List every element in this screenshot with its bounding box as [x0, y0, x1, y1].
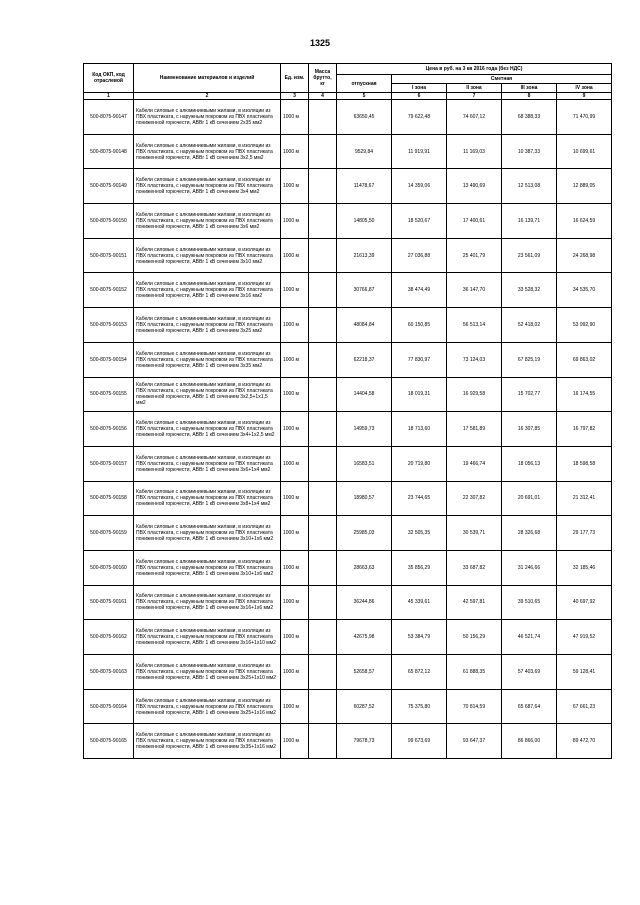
item-mass — [309, 204, 337, 239]
col-number: 8 — [502, 93, 557, 100]
item-name: Кабели силовые с алюминиевыми жилами, в изоляции из ПВХ пластиката, с наружным покровом из ПВХ пластиката пониженной горючести, АВВг 1 кВ сечением 3х35+1х16 мм2 — [134, 724, 281, 759]
price-zone-1: 77 830,97 — [392, 342, 447, 377]
item-name: Кабели силовые с алюминиевыми жилами, в изоляции из ПВХ пластиката, с наружным покровом из ПВХ пластиката пониженной горючести, АВВг 1 кВ сечением 3х25+1х10 мм2 — [134, 655, 281, 690]
price-zone-3: 16 307,85 — [502, 412, 557, 447]
item-code: 500-8075-90154 — [84, 342, 134, 377]
table-row — [84, 204, 612, 239]
header-zone: IV зона — [557, 84, 612, 93]
price-zone-2: 17 581,89 — [447, 412, 502, 447]
item-name: Кабели силовые с алюминиевыми жилами, в изоляции из ПВХ пластиката, с наружным покровом из ПВХ пластиката пониженной горючести, АВВг 1 кВ сечением 3х8+1х4 мм2 — [134, 481, 281, 516]
price-release: 21613,39 — [337, 238, 392, 273]
item-mass — [309, 273, 337, 308]
item-name: Кабели силовые с алюминиевыми жилами, в изоляции из ПВХ пластиката, с наружным покровом из ПВХ пластиката пониженной горючести, АВВг 1 кВ сечением 3х6 мм2 — [134, 204, 281, 239]
price-zone-1: 79 622,48 — [392, 100, 447, 135]
item-unit: 1000 м — [281, 550, 309, 585]
item-code: 500-8075-90159 — [84, 516, 134, 551]
item-mass — [309, 377, 337, 412]
price-zone-3: 10 387,33 — [502, 134, 557, 169]
item-mass — [309, 481, 337, 516]
price-zone-1: 14 359,06 — [392, 169, 447, 204]
item-name: Кабели силовые с алюминиевыми жилами, в изоляции из ПВХ пластиката, с наружным покровом из ПВХ пластиката пониженной горючести, АВВг 1 кВ сечением 3х25 мм2 — [134, 308, 281, 343]
item-code: 500-8075-90165 — [84, 724, 134, 759]
item-code: 500-8075-90151 — [84, 238, 134, 273]
price-zone-4: 16 174,55 — [557, 377, 612, 412]
item-mass — [309, 655, 337, 690]
price-release: 14404,58 — [337, 377, 392, 412]
item-name: Кабели силовые с алюминиевыми жилами, в изоляции из ПВХ пластиката, с наружным покровом из ПВХ пластиката пониженной горючести, АВВг 1 кВ сечением 3х16+1х10 мм2 — [134, 620, 281, 655]
price-release: 11478,67 — [337, 169, 392, 204]
item-name: Кабели силовые с алюминиевыми жилами, в изоляции из ПВХ пластиката, с наружным покровом из ПВХ пластиката пониженной горючести, АВВг 1 кВ сечением 3х25+1х16 мм2 — [134, 689, 281, 724]
price-zone-2: 36 147,70 — [447, 273, 502, 308]
table-row — [84, 516, 612, 551]
item-unit: 1000 м — [281, 655, 309, 690]
price-zone-2: 74 607,12 — [447, 100, 502, 135]
col-number: 7 — [447, 93, 502, 100]
item-unit: 1000 м — [281, 204, 309, 239]
price-zone-4: 21 312,41 — [557, 481, 612, 516]
price-zone-2: 30 539,71 — [447, 516, 502, 551]
price-release: 14959,73 — [337, 412, 392, 447]
item-unit: 1000 м — [281, 169, 309, 204]
item-code: 500-8075-90150 — [84, 204, 134, 239]
item-unit: 1000 м — [281, 412, 309, 447]
table-row — [84, 550, 612, 585]
price-zone-1: 99 673,69 — [392, 724, 447, 759]
item-unit: 1000 м — [281, 516, 309, 551]
price-zone-2: 22 307,82 — [447, 481, 502, 516]
price-zone-3: 52 418,02 — [502, 308, 557, 343]
price-zone-4: 53 992,90 — [557, 308, 612, 343]
price-zone-4: 10 699,61 — [557, 134, 612, 169]
price-zone-4: 47 919,52 — [557, 620, 612, 655]
price-zone-3: 33 528,32 — [502, 273, 557, 308]
price-zone-4: 18 598,58 — [557, 446, 612, 481]
price-zone-2: 61 888,35 — [447, 655, 502, 690]
item-unit: 1000 м — [281, 134, 309, 169]
item-name: Кабели силовые с алюминиевыми жилами, в изоляции из ПВХ пластиката, с наружным покровом из ПВХ пластиката пониженной горючести, АВВг 1 кВ сечением 3х2,5 мм2 — [134, 134, 281, 169]
item-name: Кабели силовые с алюминиевыми жилами, в изоляции из ПВХ пластиката, с наружным покровом из ПВХ пластиката пониженной горючести, АВВг 1 кВ сечением 3х16 мм2 — [134, 273, 281, 308]
table-row — [84, 377, 612, 412]
header-name: Наименование материалов и изделий — [134, 64, 281, 93]
price-zone-1: 53 384,79 — [392, 620, 447, 655]
price-zone-2: 25 401,79 — [447, 238, 502, 273]
price-release: 36244,86 — [337, 585, 392, 620]
item-name: Кабели силовые с алюминиевыми жилами, в изоляции из ПВХ пластиката, с наружным покровом из ПВХ пластиката пониженной горючести, АВВг 1 кВ сечением 3х6+1х4 мм2 — [134, 446, 281, 481]
price-release: 16583,51 — [337, 446, 392, 481]
item-unit: 1000 м — [281, 724, 309, 759]
table-row — [84, 655, 612, 690]
price-zone-2: 16 929,58 — [447, 377, 502, 412]
table-row — [84, 134, 612, 169]
item-name: Кабели силовые с алюминиевыми жилами, в изоляции из ПВХ пластиката, с наружным покровом из ПВХ пластиката пониженной горючести, АВВг 1 кВ сечением 3х2,5+1х1,5 мм2 — [134, 377, 281, 412]
table-row — [84, 238, 612, 273]
col-number: 5 — [337, 93, 392, 100]
item-mass — [309, 308, 337, 343]
price-zone-1: 27 036,88 — [392, 238, 447, 273]
price-zone-3: 16 139,71 — [502, 204, 557, 239]
item-unit: 1000 м — [281, 342, 309, 377]
price-zone-3: 68 388,33 — [502, 100, 557, 135]
item-name: Кабели силовые с алюминиевыми жилами, в изоляции из ПВХ пластиката, с наружным покровом из ПВХ пластиката пониженной горючести, АВВг 1 кВ сечением 3х16+1х6 мм2 — [134, 585, 281, 620]
header-zone: II зона — [447, 84, 502, 93]
item-mass — [309, 550, 337, 585]
item-unit: 1000 м — [281, 481, 309, 516]
price-release: 63650,45 — [337, 100, 392, 135]
item-code: 500-8075-90163 — [84, 655, 134, 690]
price-zone-4: 89 472,70 — [557, 724, 612, 759]
price-release: 9529,84 — [337, 134, 392, 169]
item-unit: 1000 м — [281, 273, 309, 308]
table-row — [84, 585, 612, 620]
price-zone-2: 70 814,59 — [447, 689, 502, 724]
price-release: 79678,73 — [337, 724, 392, 759]
table-row — [84, 412, 612, 447]
item-mass — [309, 585, 337, 620]
price-release: 62218,37 — [337, 342, 392, 377]
price-zone-1: 11 919,91 — [392, 134, 447, 169]
item-code: 500-8075-90148 — [84, 134, 134, 169]
table-row — [84, 689, 612, 724]
price-zone-2: 19 466,74 — [447, 446, 502, 481]
col-number: 4 — [309, 93, 337, 100]
item-mass — [309, 412, 337, 447]
col-number: 1 — [84, 93, 134, 100]
table-row — [84, 342, 612, 377]
price-zone-2: 11 169,03 — [447, 134, 502, 169]
item-code: 500-8075-90157 — [84, 446, 134, 481]
item-code: 500-8075-90155 — [84, 377, 134, 412]
price-zone-2: 13 490,69 — [447, 169, 502, 204]
item-unit: 1000 м — [281, 689, 309, 724]
item-mass — [309, 342, 337, 377]
price-zone-3: 39 510,65 — [502, 585, 557, 620]
item-unit: 1000 м — [281, 238, 309, 273]
price-zone-4: 32 185,46 — [557, 550, 612, 585]
price-release: 42675,98 — [337, 620, 392, 655]
price-zone-4: 16 624,59 — [557, 204, 612, 239]
price-zone-3: 23 561,09 — [502, 238, 557, 273]
price-zone-4: 24 268,98 — [557, 238, 612, 273]
price-zone-4: 29 177,73 — [557, 516, 612, 551]
price-release: 48084,84 — [337, 308, 392, 343]
col-number: 2 — [134, 93, 281, 100]
item-mass — [309, 724, 337, 759]
item-name: Кабели силовые с алюминиевыми жилами, в изоляции из ПВХ пластиката, с наружным покровом из ПВХ пластиката пониженной горючести, АВВг 1 кВ сечением 3х4 мм2 — [134, 169, 281, 204]
col-number: 3 — [281, 93, 309, 100]
price-zone-2: 50 156,29 — [447, 620, 502, 655]
item-mass — [309, 134, 337, 169]
item-unit: 1000 м — [281, 620, 309, 655]
item-mass — [309, 100, 337, 135]
price-zone-1: 38 474,49 — [392, 273, 447, 308]
table-row — [84, 169, 612, 204]
table-row — [84, 100, 612, 135]
header-price-title: Цена в руб. на 3 кв 2016 года (без НДС) — [337, 64, 612, 75]
price-zone-3: 57 403,69 — [502, 655, 557, 690]
item-name: Кабели силовые с алюминиевыми жилами, в изоляции из ПВХ пластиката, с наружным покровом из ПВХ пластиката пониженной горючести, АВВг 1 кВ сечением 3х4+1х2,5 мм2 — [134, 412, 281, 447]
price-zone-4: 67 661,23 — [557, 689, 612, 724]
item-code: 500-8075-90161 — [84, 585, 134, 620]
item-code: 500-8075-90160 — [84, 550, 134, 585]
price-zone-3: 20 691,01 — [502, 481, 557, 516]
header-zone: III зона — [502, 84, 557, 93]
price-zone-1: 35 856,29 — [392, 550, 447, 585]
price-zone-1: 18 019,31 — [392, 377, 447, 412]
price-zone-2: 56 513,14 — [447, 308, 502, 343]
page-number: 1325 — [309, 38, 331, 48]
item-unit: 1000 м — [281, 308, 309, 343]
item-code: 500-8075-90162 — [84, 620, 134, 655]
price-zone-1: 45 339,61 — [392, 585, 447, 620]
item-mass — [309, 446, 337, 481]
item-mass — [309, 516, 337, 551]
item-unit: 1000 м — [281, 585, 309, 620]
header-unit: Ед. изм. — [281, 64, 309, 93]
price-zone-1: 75 375,80 — [392, 689, 447, 724]
price-zone-1: 60 150,85 — [392, 308, 447, 343]
price-release: 60287,52 — [337, 689, 392, 724]
price-zone-4: 12 889,05 — [557, 169, 612, 204]
price-zone-3: 67 825,19 — [502, 342, 557, 377]
price-zone-3: 18 056,13 — [502, 446, 557, 481]
price-zone-1: 32 505,35 — [392, 516, 447, 551]
price-release: 18980,57 — [337, 481, 392, 516]
table-row — [84, 620, 612, 655]
price-zone-2: 73 124,03 — [447, 342, 502, 377]
item-name: Кабели силовые с алюминиевыми жилами, в изоляции из ПВХ пластиката, с наружным покровом из ПВХ пластиката пониженной горючести, АВВг 1 кВ сечением 3х10 мм2 — [134, 238, 281, 273]
item-unit: 1000 м — [281, 446, 309, 481]
table-row — [84, 446, 612, 481]
item-unit: 1000 м — [281, 377, 309, 412]
item-mass — [309, 169, 337, 204]
price-zone-4: 71 470,99 — [557, 100, 612, 135]
price-release: 28663,63 — [337, 550, 392, 585]
header-zone: I зона — [392, 84, 447, 93]
item-code: 500-8075-90153 — [84, 308, 134, 343]
header-code: Код ОКП, код отраслевой — [84, 64, 134, 93]
col-number: 9 — [557, 93, 612, 100]
item-mass — [309, 620, 337, 655]
header-mass: Масса брутто, кг — [309, 64, 337, 93]
price-zone-3: 31 246,66 — [502, 550, 557, 585]
price-zone-4: 59 128,41 — [557, 655, 612, 690]
price-release: 14805,50 — [337, 204, 392, 239]
price-table — [83, 63, 612, 759]
price-zone-2: 33 687,82 — [447, 550, 502, 585]
price-zone-2: 17 400,61 — [447, 204, 502, 239]
item-name: Кабели силовые с алюминиевыми жилами, в изоляции из ПВХ пластиката, с наружным покровом из ПВХ пластиката пониженной горючести, АВВг 1 кВ сечением 3х10+1х6 мм2 — [134, 550, 281, 585]
price-zone-3: 15 702,77 — [502, 377, 557, 412]
item-name: Кабели силовые с алюминиевыми жилами, в изоляции из ПВХ пластиката, с наружным покровом из ПВХ пластиката пониженной горючести, АВВг 1 кВ сечением 2х35 мм2 — [134, 100, 281, 135]
header-estimated: Сметная — [392, 75, 612, 84]
table-row — [84, 481, 612, 516]
price-zone-1: 20 719,80 — [392, 446, 447, 481]
price-release: 30766,87 — [337, 273, 392, 308]
price-zone-2: 93 647,37 — [447, 724, 502, 759]
price-zone-3: 65 687,64 — [502, 689, 557, 724]
price-zone-4: 16 797,82 — [557, 412, 612, 447]
item-code: 500-8075-90149 — [84, 169, 134, 204]
price-zone-1: 23 744,65 — [392, 481, 447, 516]
price-release: 52658,57 — [337, 655, 392, 690]
price-zone-3: 46 521,74 — [502, 620, 557, 655]
item-code: 500-8075-90156 — [84, 412, 134, 447]
price-zone-3: 86 866,00 — [502, 724, 557, 759]
item-mass — [309, 238, 337, 273]
price-zone-3: 12 513,08 — [502, 169, 557, 204]
price-zone-1: 18 713,60 — [392, 412, 447, 447]
item-name: Кабели силовые с алюминиевыми жилами, в изоляции из ПВХ пластиката, с наружным покровом из ПВХ пластиката пониженной горючести, АВВг 1 кВ сечением 3х35 мм2 — [134, 342, 281, 377]
col-number: 6 — [392, 93, 447, 100]
price-zone-3: 28 326,68 — [502, 516, 557, 551]
price-zone-4: 69 863,02 — [557, 342, 612, 377]
price-zone-4: 40 697,92 — [557, 585, 612, 620]
price-release: 25985,03 — [337, 516, 392, 551]
item-code: 500-8075-90147 — [84, 100, 134, 135]
item-code: 500-8075-90152 — [84, 273, 134, 308]
table-row — [84, 273, 612, 308]
price-zone-2: 42 597,81 — [447, 585, 502, 620]
header-release: отпускная — [337, 75, 392, 93]
table-row — [84, 308, 612, 343]
table-row — [84, 724, 612, 759]
item-code: 500-8075-90164 — [84, 689, 134, 724]
price-zone-4: 34 535,70 — [557, 273, 612, 308]
item-unit: 1000 м — [281, 100, 309, 135]
item-code: 500-8075-90158 — [84, 481, 134, 516]
item-name: Кабели силовые с алюминиевыми жилами, в изоляции из ПВХ пластиката, с наружным покровом из ПВХ пластиката пониженной горючести, АВВг 1 кВ сечением 3х10+1х6 мм2 — [134, 516, 281, 551]
price-zone-1: 65 872,12 — [392, 655, 447, 690]
item-mass — [309, 689, 337, 724]
price-zone-1: 18 520,67 — [392, 204, 447, 239]
